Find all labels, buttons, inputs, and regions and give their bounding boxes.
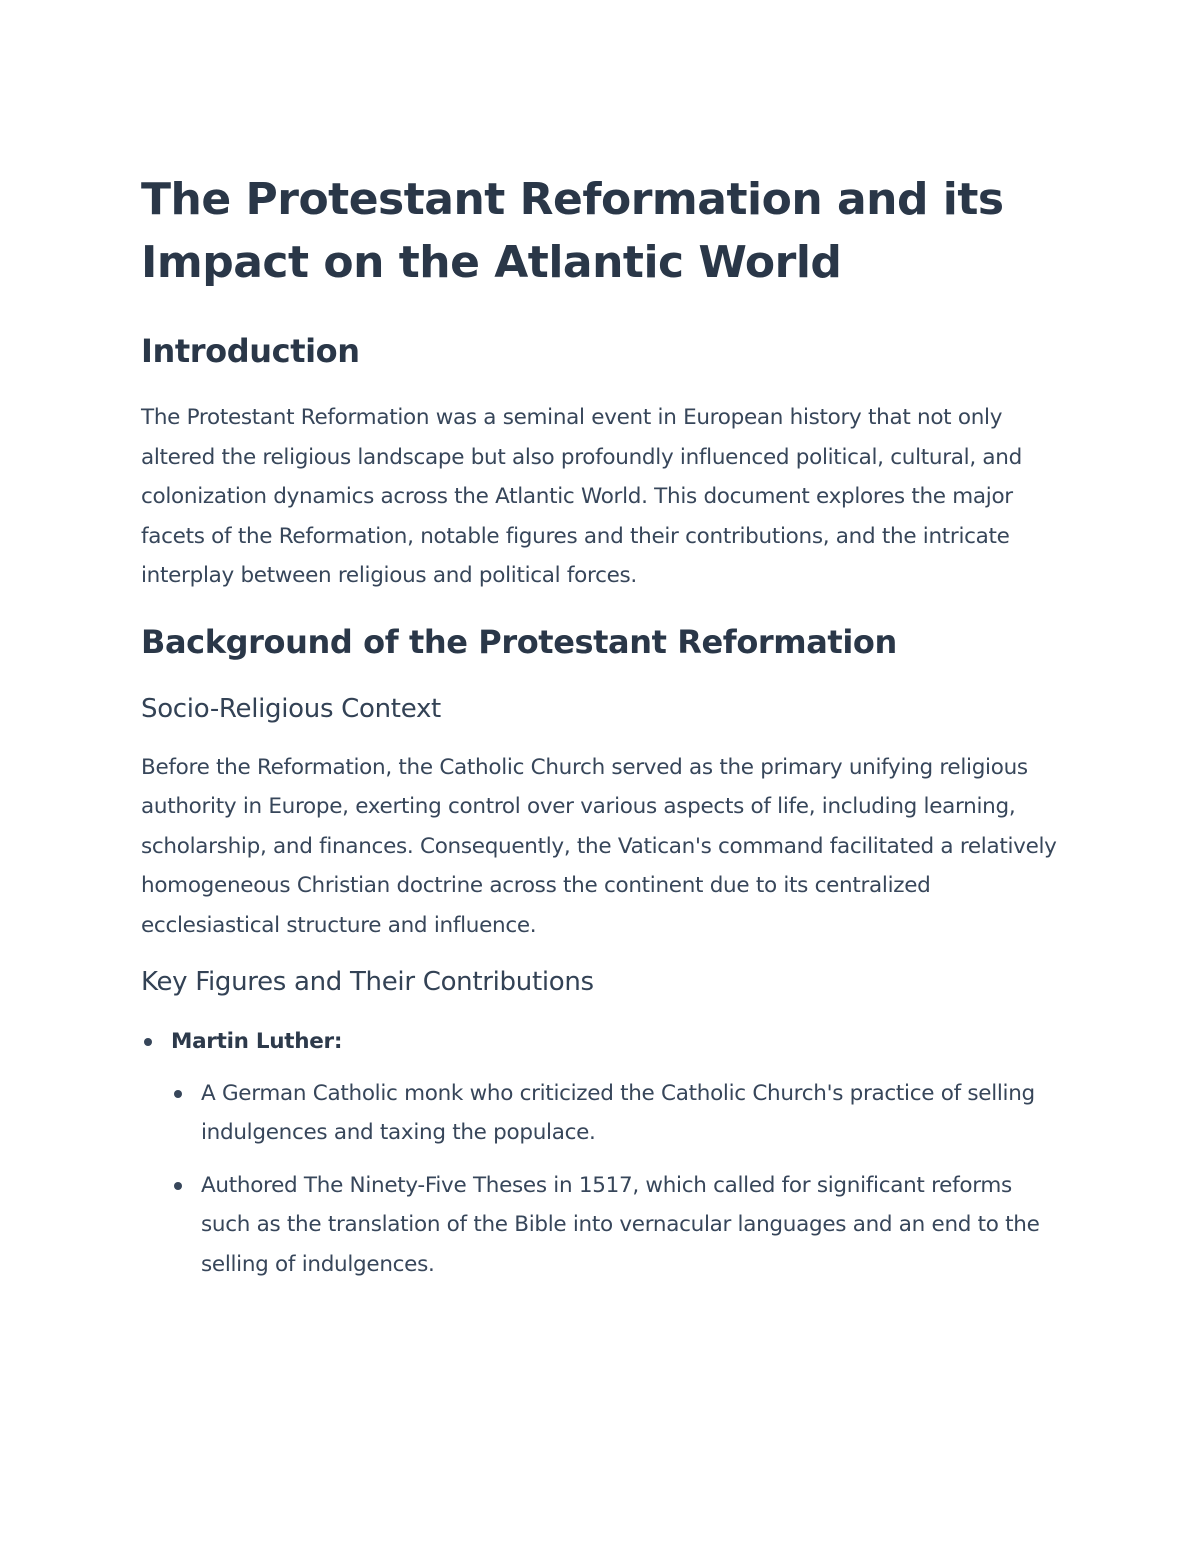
list-item xyxy=(171,1074,1061,1153)
socio-religious-paragraph: Before the Reformation, the Catholic Church served as the primary unifying religious authority in Europe, exerting control over various aspects of life, including learning, scholarship, and finances. Consequently, the Vatican's command facilitated a relatively homogeneous Christian doctrine across the continent due to its centralized ecclesiastical structure and influence. xyxy=(141,754,1057,938)
key-figures-list xyxy=(141,1022,1061,1284)
bullet-icon xyxy=(144,1038,152,1046)
bullet-icon xyxy=(174,1090,182,1098)
point-text: Authored The Ninety-Five Theses in 1517, which called for significant reforms such as the translation of the Bible into vernacular languages and an end to the selling of indulgences. xyxy=(201,1172,1040,1277)
introduction-paragraph: The Protestant Reformation was a seminal event in European history that not only altered the religious landscape but also profoundly influenced political, cultural, and colonization dynamics across the Atlantic World. This document explores the major facets of the Reformation, notable figures and their contributions, and the intricate interplay between religious and political forces. xyxy=(141,405,1022,588)
list-item xyxy=(171,1166,1061,1285)
martin-luther-points xyxy=(171,1074,1061,1285)
key-figures-heading: Key Figures and Their Contributions xyxy=(141,967,594,997)
document-page xyxy=(141,168,1061,1297)
bullet-icon xyxy=(174,1182,182,1190)
introduction-heading: Introduction xyxy=(141,332,360,370)
socio-religious-heading: Socio-Religious Context xyxy=(141,693,441,724)
point-text: A German Catholic monk who criticized the Catholic Church's practice of selling indulgences and taxing the populace. xyxy=(201,1080,1035,1145)
background-heading: Background of the Protestant Reformation xyxy=(141,622,897,661)
list-item-martin-luther xyxy=(141,1022,1061,1284)
figure-name: Martin Luther: xyxy=(171,1029,343,1054)
document-title: The Protestant Reformation and its Impact on the Atlantic World xyxy=(141,174,1004,288)
